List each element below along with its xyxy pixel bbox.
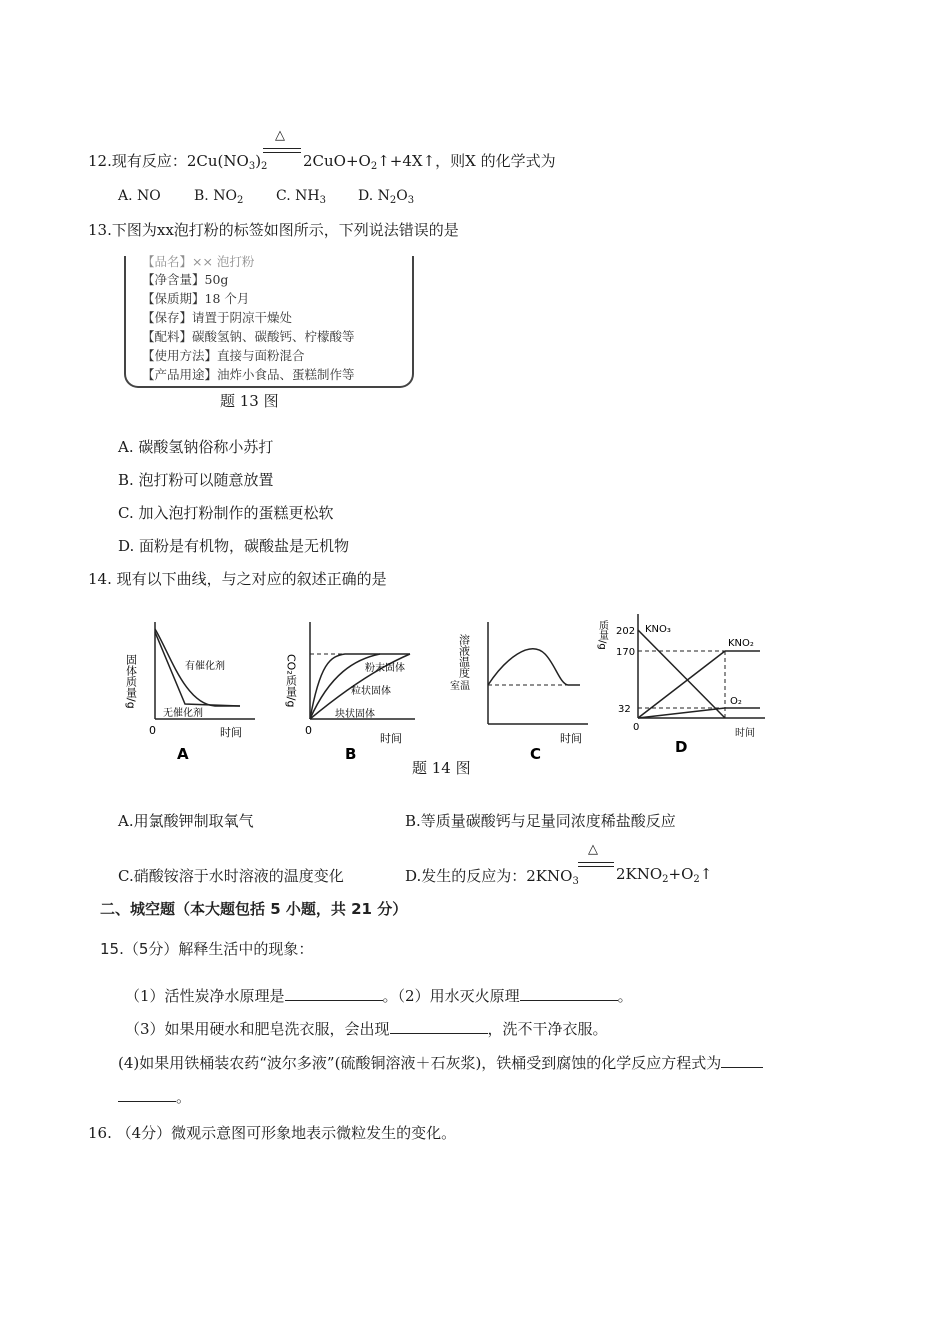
equation-bar-top	[263, 148, 301, 149]
q12-option-c: C. $NH_3$	[276, 188, 326, 206]
heat-condition: △	[588, 842, 598, 857]
q15-line-1: （1）活性炭净水原理是 。（2）用水灭火原理 。	[125, 987, 633, 1005]
line-o2	[638, 708, 725, 718]
y-label: CO₂质量/g	[284, 654, 298, 708]
label-o2: O₂	[730, 696, 742, 707]
graph-label: A	[177, 745, 189, 763]
label-line: 【保存】请置于阴凉干燥处	[142, 310, 293, 325]
room-temp-label: 室温	[450, 681, 470, 692]
figure-13-caption: 题 13 图	[220, 392, 279, 410]
line-kno3	[638, 630, 725, 718]
q12-right: $2CuO+O_2↑+4X↑$，则X 的化学式为	[303, 152, 556, 172]
label-line: 【配料】碳酸氢钠、碳酸钙、柠檬酸等	[142, 329, 355, 344]
curve-label-block: 块状固体	[335, 709, 375, 720]
q13-option-c: C. 加入泡打粉制作的蛋糕更松软	[118, 504, 334, 522]
x-label: 时间	[560, 732, 582, 745]
graph-c	[450, 614, 590, 764]
answer-blank[interactable]	[390, 1033, 488, 1034]
label-line: 【保质期】18 个月	[142, 291, 250, 306]
q12-option-a: A. NO	[118, 188, 161, 204]
answer-blank[interactable]	[520, 1000, 618, 1001]
y-label: 质量/g	[596, 620, 608, 650]
label-line: 【品名】×× 泡打粉	[142, 254, 255, 269]
q13-option-a: A. 碳酸氢钠俗称小苏打	[118, 438, 274, 456]
q14-stem: 14. 现有以下曲线，与之对应的叙述正确的是	[88, 570, 387, 588]
q14-option-c: C.硝酸铵溶于水时溶液的温度变化	[118, 867, 344, 885]
origin: 0	[633, 722, 640, 733]
x-label: 时间	[735, 728, 755, 739]
curve-label-powder: 粉末固体	[365, 663, 405, 674]
temperature-curve	[488, 649, 580, 685]
graph-label: B	[345, 745, 357, 763]
tick-32: 32	[618, 704, 631, 715]
curve-label-no-catalyst: 无催化剂	[163, 708, 203, 719]
q12-option-b: B. $NO_2$	[194, 188, 244, 206]
label-kno3: KNO₃	[645, 624, 671, 635]
y-label: 固体质量/g	[124, 654, 138, 709]
graph-b	[285, 614, 425, 764]
tick-202: 202	[616, 626, 636, 637]
tick-170: 170	[616, 647, 636, 658]
q13-option-b: B. 泡打粉可以随意放置	[118, 471, 274, 489]
graph-d	[596, 606, 770, 766]
figure-14-caption: 题 14 图	[412, 759, 471, 777]
graph-a	[125, 614, 265, 764]
equation-bar-bottom	[578, 866, 614, 867]
answer-blank[interactable]	[118, 1101, 176, 1102]
origin: 0	[149, 724, 156, 737]
product-label-image	[124, 256, 414, 388]
heat-condition: △	[275, 128, 285, 143]
curve-label-catalyst: 有催化剂	[185, 661, 225, 672]
q12-stem: 12.现有反应：$2Cu(NO_3)_2$	[88, 152, 268, 172]
q14-option-d: D.发生的反应为：$2KNO_3$	[405, 867, 579, 887]
section-heading: 二、城空题（本大题包括 5 小题，共 21 分）	[100, 900, 408, 918]
answer-blank[interactable]	[285, 1000, 383, 1001]
curve-label-granular: 粒状固体	[351, 686, 391, 697]
graph-label: D	[675, 738, 688, 756]
origin: 0	[305, 724, 312, 737]
q15-stem: 15.（5分）解释生活中的现象：	[100, 940, 314, 958]
q14-option-b: B.等质量碳酸钙与足量同浓度稀盐酸反应	[405, 812, 676, 830]
q14-option-d-right: $2KNO_2+O_2↑$	[616, 865, 713, 885]
q15-line-4: 。	[118, 1086, 191, 1107]
q13-option-d: D. 面粉是有机物，碳酸盐是无机物	[118, 537, 350, 555]
q15-line-3: (4)如果用铁桶装农药“波尔多液”(硫酸铜溶液＋石灰浆)，铁桶受到腐蚀的化学反应方程式为	[118, 1052, 763, 1073]
x-label: 时间	[380, 732, 402, 745]
y-label: 溶液温度	[457, 634, 471, 678]
q15-line-2: （3）如果用硬水和肥皂洗衣服，会出现 ，洗不干净衣服。	[125, 1020, 608, 1038]
x-label: 时间	[220, 726, 242, 739]
q12-options	[118, 188, 414, 206]
answer-blank[interactable]	[721, 1067, 763, 1068]
q16-stem: 16. （4分）微观示意图可形象地表示微粒发生的变化。	[88, 1124, 457, 1142]
q12-option-d: D. $N_2O_3$	[358, 188, 415, 206]
q14-option-a: A.用氯酸钾制取氧气	[118, 812, 254, 830]
label-line: 【使用方法】直接与面粉混合	[142, 348, 305, 363]
label-line: 【产品用途】油炸小食品、蛋糕制作等	[142, 367, 355, 382]
label-line: 【净含量】50g	[142, 272, 229, 287]
label-kno2: KNO₂	[728, 638, 754, 649]
q13-stem: 13.下图为xx泡打粉的标签如图所示，下列说法错误的是	[88, 221, 459, 239]
equation-bar-top	[578, 862, 614, 863]
equation-bar-bottom	[263, 152, 301, 153]
graph-label: C	[530, 745, 542, 763]
